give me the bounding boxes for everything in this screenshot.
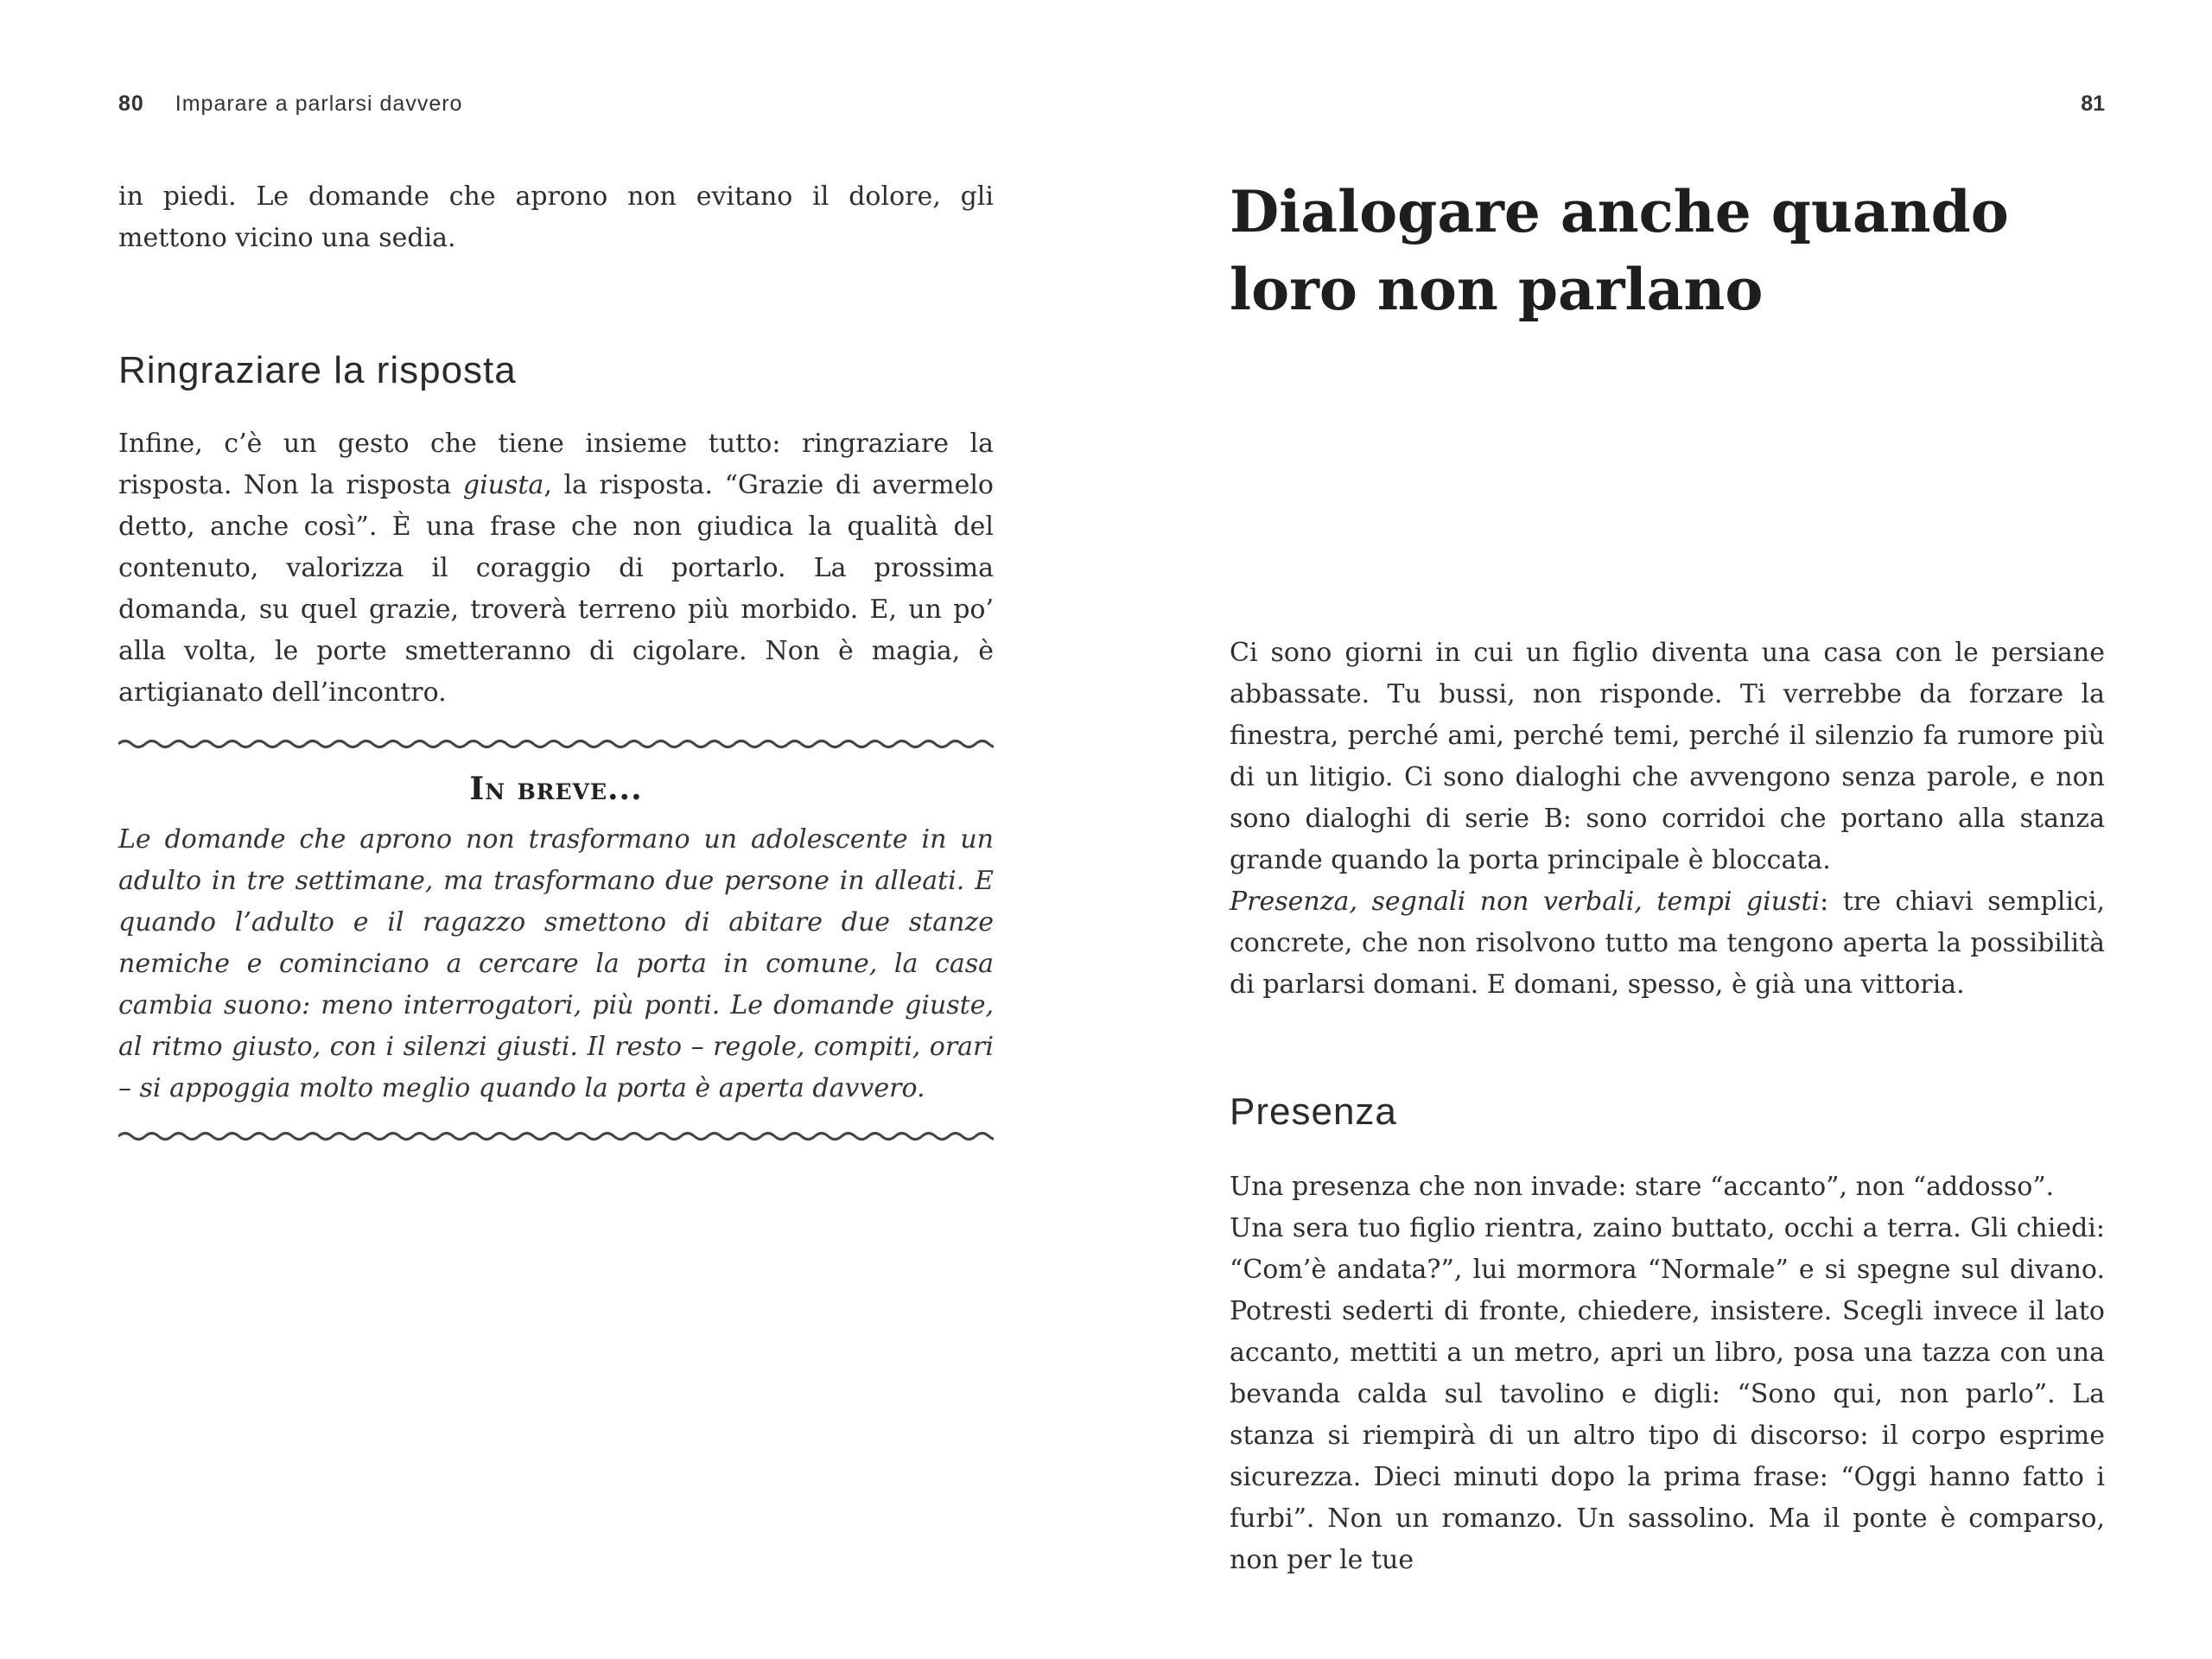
running-head bbox=[118, 92, 462, 117]
presenza-lead-line: Una presenza che non invade: stare “accanto”, non “addosso”. bbox=[1230, 1172, 2055, 1202]
chapter-intro-block bbox=[1230, 632, 2105, 1006]
section-paragraph-emphasis: giusta bbox=[462, 470, 544, 500]
section-paragraph bbox=[118, 423, 994, 714]
page-number-left: 80 bbox=[118, 92, 144, 116]
summary-box-title: In breve... bbox=[469, 771, 643, 807]
right-page bbox=[1106, 0, 2212, 1659]
running-title: Imparare a parlarsi davvero bbox=[175, 92, 463, 116]
section-paragraph-part: , la risposta. “Grazie di avermelo detto, anche così”. È una frase che non giudica la qualità del contenuto, valorizza il coraggio di portarlo. La prossima domanda, su quel grazie, troverà terreno più morbido. E, un po’ alla volta, le porte smetteranno di cigolare. Non è magia, è artigianato dell’incontro. bbox=[118, 470, 994, 708]
chapter-title bbox=[1230, 173, 2105, 328]
chapter-title-line: loro non parlano bbox=[1230, 256, 1764, 323]
section-paragraph-block bbox=[118, 423, 994, 714]
keys-emphasis: Presenza, segnali non verbali, tempi giusti bbox=[1230, 887, 1821, 917]
intro-paragraph-block bbox=[118, 176, 994, 259]
keys-rest: : tre chiavi semplici, concrete, che non risolvono tutto ma tengono aperta la possibilità di parlarsi domani. E domani, spesso, è già una vittoria. bbox=[1230, 887, 2105, 1000]
summary-box-text: Le domande che aprono non trasformano un adolescente in un adulto in tre settimane, ma trasformano due persone in alleati. E quando l’adulto e il ragazzo smettono di abitare due stanze nemiche e cominciano a cercare la porta in comune, la casa cambia suono: meno interrogatori, più ponti. Le domande giuste, al ritmo giusto, con i silenzi giusti. Il resto – regole, compiti, orari – si appoggia molto meglio quando la porta è aperta davvero. bbox=[118, 824, 994, 1103]
presenza-body-block bbox=[1230, 1166, 2105, 1581]
presenza-heading-block bbox=[1230, 1090, 2105, 1134]
chapter-title-block bbox=[1230, 173, 2105, 328]
intro-paragraph: in piedi. Le domande che aprono non evitano il dolore, gli mettono vicino una sedia. bbox=[118, 181, 994, 253]
chapter-intro-paragraph: Ci sono giorni in cui un figlio diventa una casa con le persiane abbassate. Tu bussi, non risponde. Ti verrebbe da forzare la finestra, perché ami, perché temi, perché il silenzio fa rumore più di un litigio. Ci sono dialoghi che avvengono senza parole, e non sono dialoghi di serie B: sono corridoi che portano alla stanza grande quando la porta principale è bloccata. bbox=[1230, 638, 2105, 875]
page-number-right: 81 bbox=[2081, 92, 2105, 116]
chapter-title-line: Dialogare anche quando bbox=[1230, 178, 2009, 245]
section-heading: Presenza bbox=[1230, 1090, 1397, 1133]
keys-paragraph bbox=[1230, 881, 2105, 1006]
summary-box bbox=[118, 736, 994, 1144]
wave-divider-bottom bbox=[118, 1128, 994, 1144]
section-paragraph-part: Infine, c’è un gesto che tiene insieme tutto: ringraziare la risposta. Non la risposta bbox=[118, 429, 994, 500]
presenza-paragraph: Una sera tuo figlio rientra, zaino buttato, occhi a terra. Gli chiedi: “Com’è andata?”, lui mormora “Normale” e si spegne sul divano. Potresti sederti di fronte, chiedere, insistere. Scegli invece il lato accanto, mettiti a un metro, apri un libro, posa una tazza con una bevanda calda sul tavolino e digli: “Sono qui, non parlo”. La stanza si riempirà di un altro tipo di discorso: il corpo esprime sicurezza. Dieci minuti dopo la prima frase: “Oggi hanno fatto i furbi”. Non un romanzo. Un sassolino. Ma il ponte è comparso, non per le tue bbox=[1230, 1213, 2105, 1575]
section-heading: Ringraziare la risposta bbox=[118, 349, 517, 391]
wave-divider-top bbox=[118, 736, 994, 752]
section-heading-block bbox=[118, 349, 994, 392]
